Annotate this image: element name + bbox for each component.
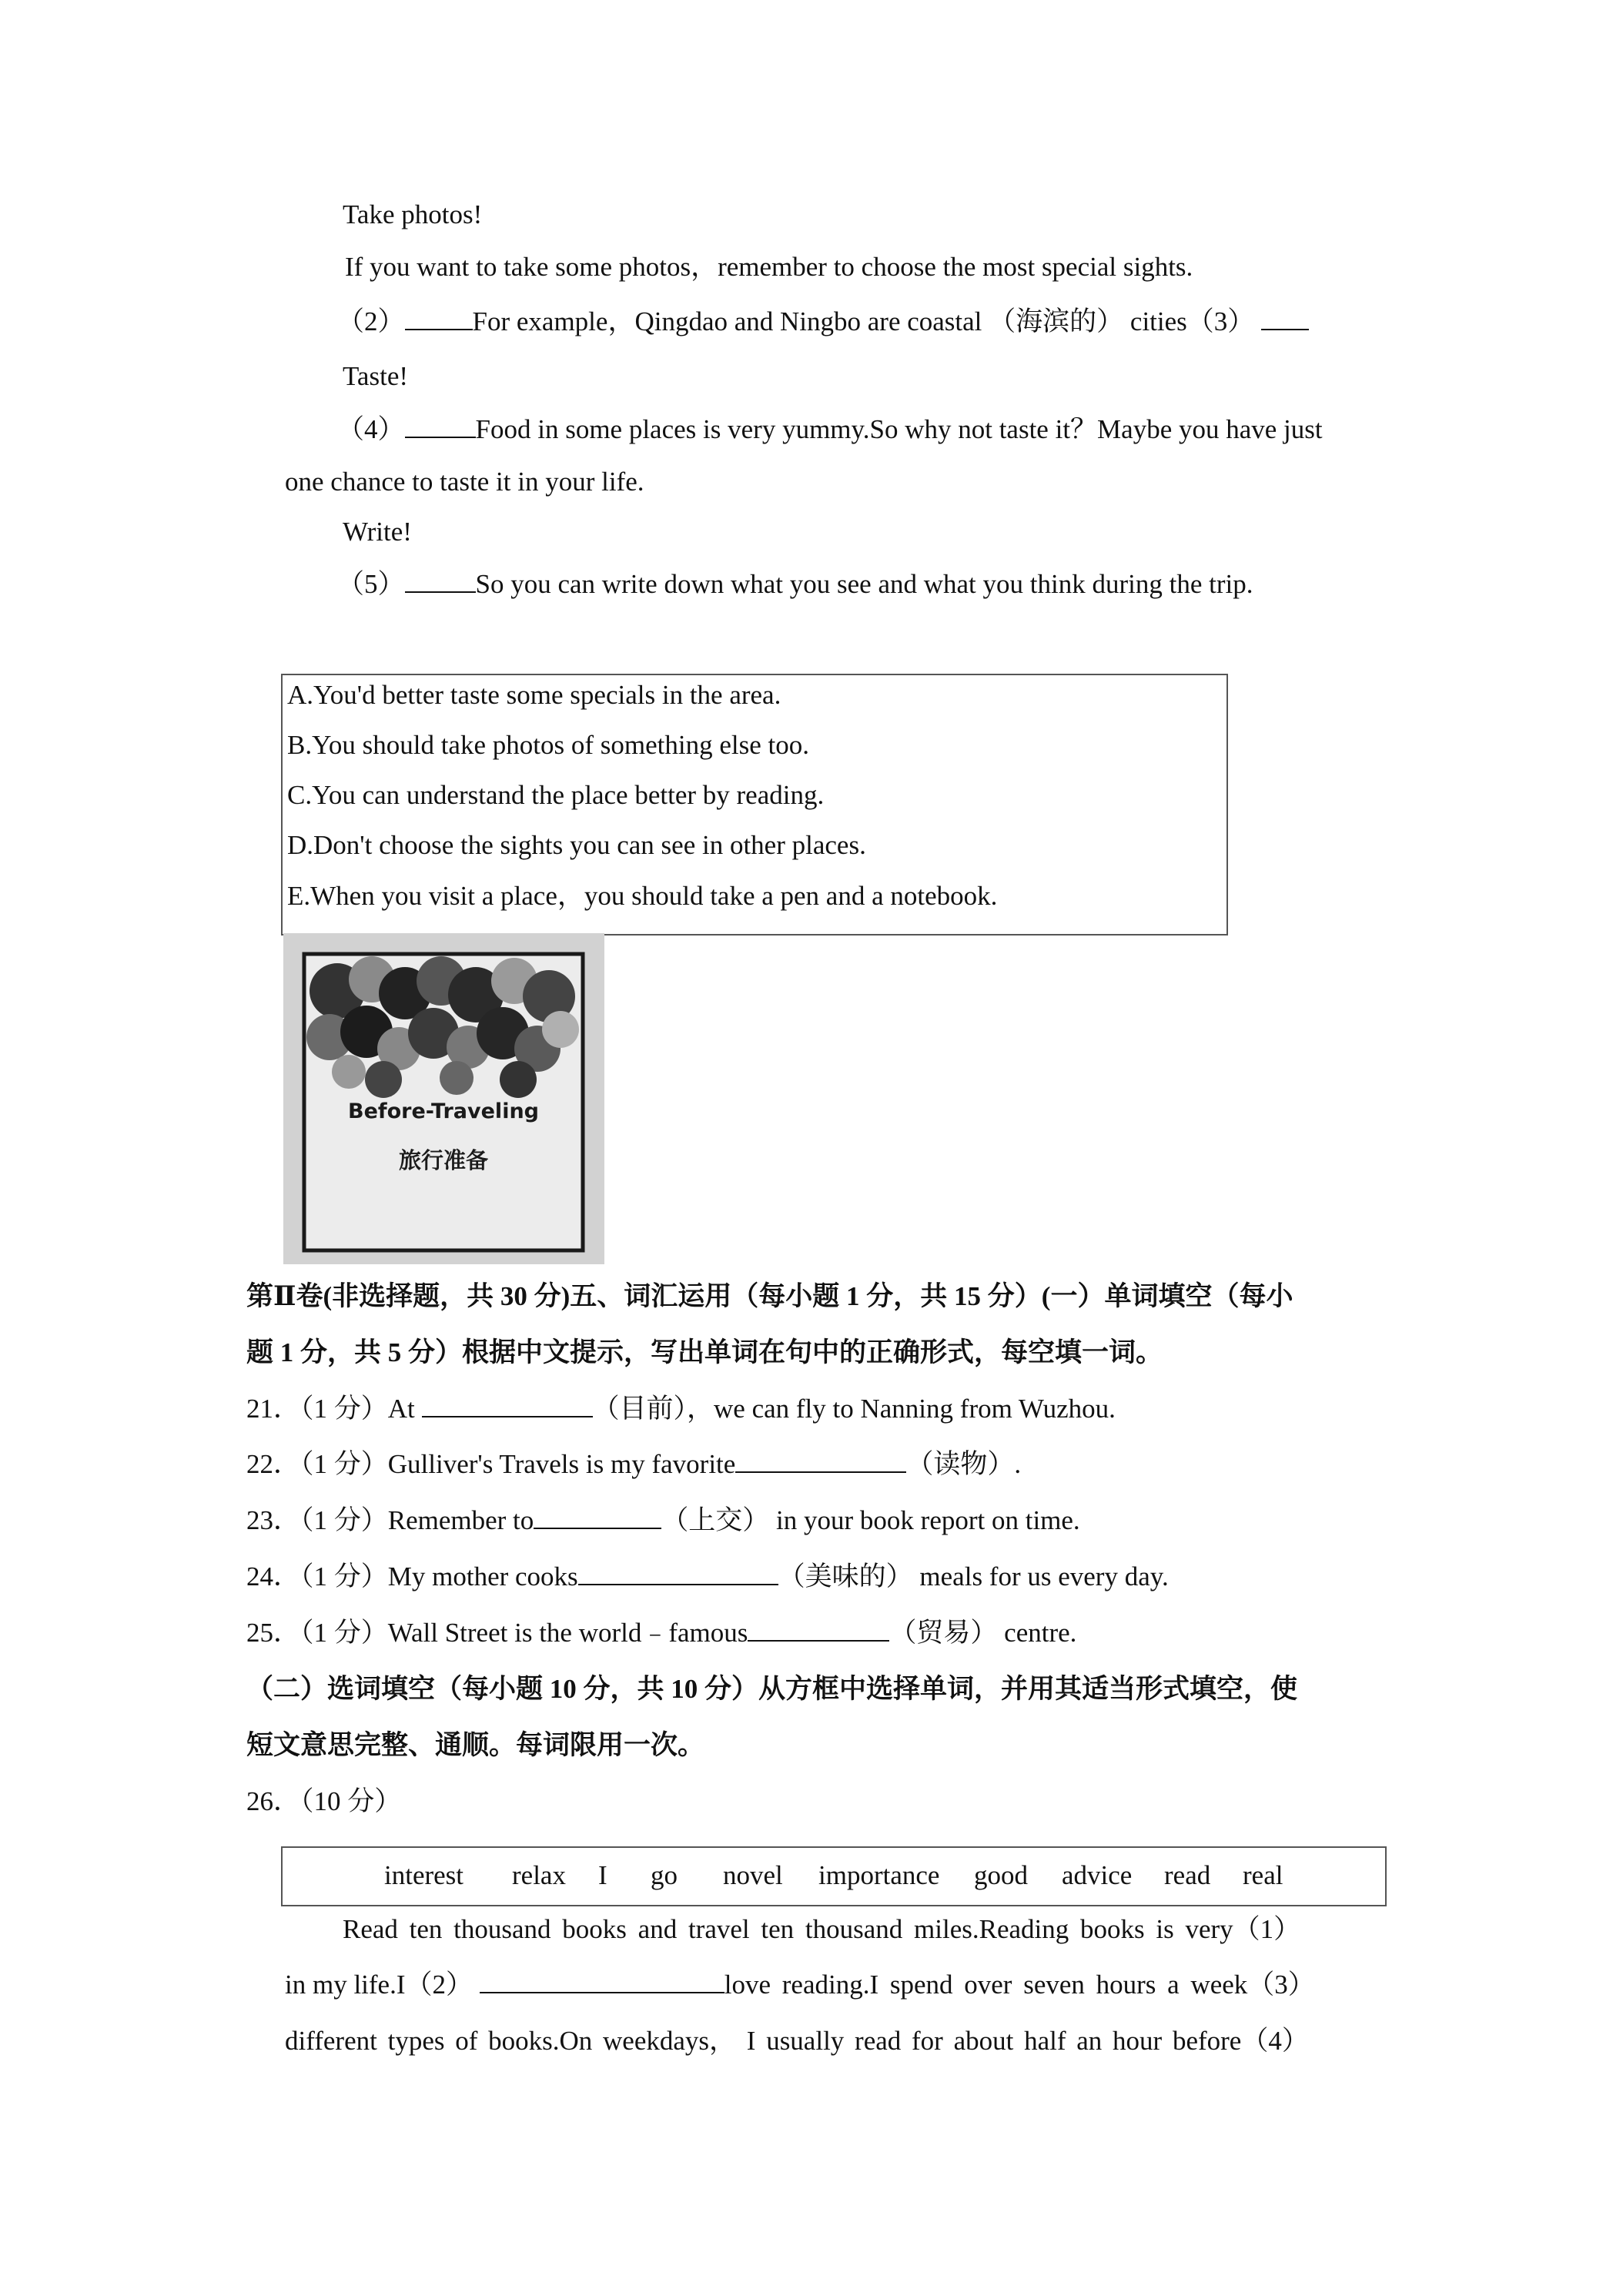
- q5-blank[interactable]: [405, 568, 476, 593]
- word-bank-item: novel: [723, 1860, 783, 1890]
- before-traveling-picture-graphic: [283, 933, 604, 1264]
- word-bank-item: relax: [512, 1860, 566, 1890]
- word-bank-item: interest: [384, 1860, 464, 1890]
- word-bank-item: good: [974, 1860, 1028, 1890]
- q5-text: So you can write down what you see and what you think during the trip.: [475, 569, 1253, 599]
- question-24-blank[interactable]: [578, 1561, 778, 1585]
- section2-header-line1: 第Ⅱ卷(非选择题，共 30 分)五、词汇运用（每小题 1 分，共 15 分）(一）单词填空（每小: [246, 1281, 1293, 1311]
- passage2-line1: Read ten thousand books and travel ten thousand miles.Reading books is very（1）: [343, 1914, 1301, 1944]
- question-25-text: 25．（1 分）Wall Street is the world﹣famous: [246, 1618, 748, 1648]
- question-22-text: 22．（1 分）Gulliver's Travels is my favorite: [246, 1449, 736, 1479]
- q4-blank[interactable]: [405, 413, 476, 438]
- question-22: [246, 1448, 1021, 1481]
- write-heading: Write!: [343, 517, 412, 547]
- question-26-label: 26．（10 分）: [246, 1786, 402, 1816]
- q4-text: Food in some places is very yummy.So why not taste it？Maybe you have just: [475, 414, 1323, 444]
- question-21-blank[interactable]: [422, 1393, 593, 1417]
- word-bank-item: advice: [1062, 1860, 1133, 1890]
- q4-line: [337, 413, 1323, 447]
- passage2-line3: different types of books.On weekdays， I usually read for about half an hour before（4）: [285, 2026, 1309, 2056]
- question-25-hint: （贸易） centre.: [889, 1618, 1077, 1648]
- question-23-text: 23．（1 分）Remember to: [246, 1505, 534, 1535]
- word-bank-item: I: [598, 1860, 607, 1890]
- q2-line: [337, 305, 1309, 339]
- word-bank-item: importance: [818, 1860, 940, 1890]
- q4-prefix: （4）: [337, 414, 405, 444]
- word-bank-item: real: [1243, 1860, 1283, 1890]
- take-photos-text: If you want to take some photos，remember to choose the most special sights.: [345, 252, 1193, 282]
- question-21-text: 21．（1 分）At: [246, 1394, 422, 1424]
- question-24-hint: （美味的） meals for us every day.: [778, 1561, 1169, 1591]
- q2-blank[interactable]: [405, 306, 473, 330]
- word-bank-box: [281, 1846, 1387, 1906]
- take-photos-heading: Take photos!: [343, 199, 483, 229]
- q2-text: For example，Qingdao and Ningbo are coastal （海滨的） cities（3）: [472, 306, 1255, 336]
- taste-heading: Taste!: [343, 361, 409, 391]
- question-23: [246, 1504, 1080, 1538]
- q2-prefix: （2）: [337, 306, 405, 336]
- option-d: D.Don't choose the sights you can see in other places.: [287, 830, 866, 860]
- passage2-blank-2[interactable]: [480, 1969, 724, 1993]
- question-25-blank[interactable]: [748, 1617, 889, 1642]
- question-22-hint: （读物）.: [906, 1449, 1022, 1479]
- section2b-header-line2: 短文意思完整、通顺。每词限用一次。: [246, 1730, 705, 1760]
- passage2-line2: [285, 1968, 1315, 2002]
- question-25: [246, 1616, 1076, 1650]
- option-c: C.You can understand the place better by reading.: [287, 780, 825, 810]
- question-23-hint: （上交） in your book report on time.: [661, 1505, 1080, 1535]
- options-box: [281, 674, 1228, 935]
- word-bank-item: read: [1164, 1860, 1211, 1890]
- q5-prefix: （5）: [337, 569, 405, 599]
- picture-caption-zh: 旅行准备: [398, 1147, 489, 1173]
- question-24-text: 24．（1 分）My mother cooks: [246, 1561, 578, 1591]
- question-22-blank[interactable]: [735, 1448, 906, 1473]
- passage2-line2-text: in my life.I（2）: [285, 1970, 473, 2000]
- option-a: A.You'd better taste some specials in the area.: [287, 680, 781, 710]
- passage2-line2-cont: love reading.I spend over seven hours a week（3）: [724, 1970, 1315, 2000]
- section2-header-line2: 题 1 分，共 5 分）根据中文提示，写出单词在句中的正确形式，每空填一词。: [246, 1337, 1163, 1367]
- question-21-hint: （目前），we can fly to Nanning from Wuzhou.: [592, 1394, 1116, 1424]
- q5-line: [337, 567, 1253, 601]
- option-e: E.When you visit a place，you should take a pen and a notebook.: [287, 881, 998, 911]
- q3-blank[interactable]: [1261, 306, 1309, 330]
- q4-text-cont: one chance to taste it in your life.: [285, 467, 644, 497]
- before-traveling-picture: [283, 933, 604, 1264]
- question-23-blank[interactable]: [534, 1504, 661, 1529]
- picture-caption-en: Before-Traveling: [347, 1099, 540, 1123]
- question-24: [246, 1560, 1169, 1594]
- word-bank-item: go: [651, 1860, 678, 1890]
- question-21: [246, 1392, 1116, 1426]
- section2b-header-line1: （二）选词填空（每小题 10 分，共 10 分）从方框中选择单词，并用其适当形式填空，使: [246, 1674, 1298, 1704]
- option-b: B.You should take photos of something else too.: [287, 730, 809, 760]
